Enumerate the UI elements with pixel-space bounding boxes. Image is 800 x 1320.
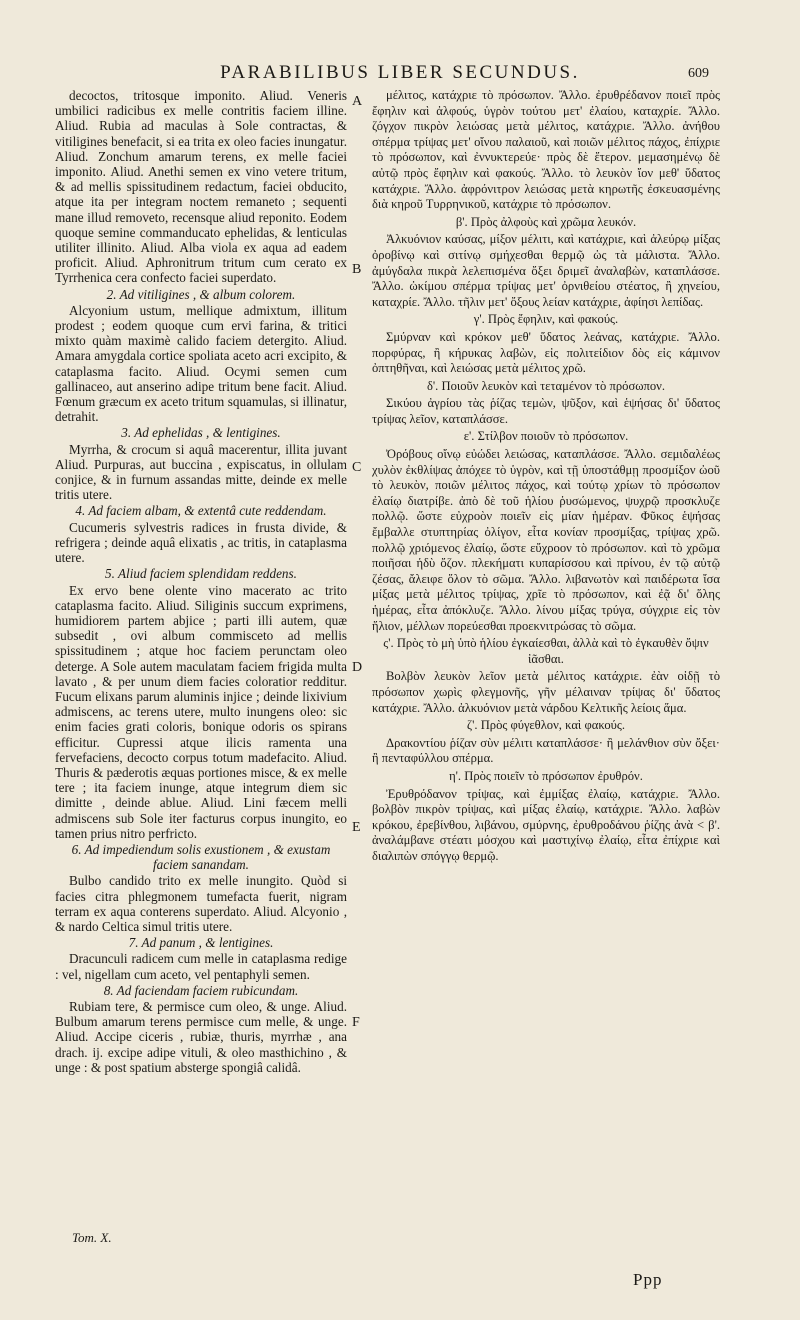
paragraph: decoctos, tritosque imponito. Aliud. Veneris umbilici radicibus ex melle contritis faciem illine. Aliud. Rubia ad maculas à Sole contractas, & vitiligines benefacit, si ea trita ex oleo facies inungatur. Aliud. Zonchum amarum terens, ex melle faciei imponito. Aliud. Anethi semen ex vino vetere tritum, & ad mellis spissitudinem redactum, faciei obducito, atque ita per integram noctem remaneto ; sequenti mane illud removeto, recensque aliud reponito. Eodem quoque semine commanducato ephelidas, & lenticulas utiliter illinito. Aliud. Alba viola ex aqua ad eadem proficit. Aliud. Aphronitrum tritum cum cerato ex Tyrrhenica cera confecto faciei superdato. bbox=[55, 88, 347, 286]
greek-section-heading: ε'. Στίλβον ποιοῦν τὸ πρόσωπον. bbox=[463, 429, 629, 444]
section-heading: 5. Aliud faciem splendidam reddens. bbox=[105, 566, 297, 582]
section-heading: 8. Ad faciendam faciem rubicundam. bbox=[103, 982, 299, 998]
margin-letter: D bbox=[352, 660, 363, 675]
paragraph: Βολβὸν λευκὸν λεῖον μετὰ μέλιτος κατάχριε. ἐὰν οἰδῇ τὸ πρόσωπον χωρὶς φλεγμονῆς, γῆν μέλαιναν τρίψας δι' ὕδατος κατάχριε. Ἄλλο. ἀλκυόνιον μετὰ νάρδου Κελτικῆς λείοις ἅμα. bbox=[372, 669, 720, 715]
section-heading: 6. Ad impediendum solis exustionem , & exustam faciem sanandam. bbox=[71, 841, 331, 873]
margin-letter: A bbox=[352, 94, 363, 109]
margin-letter: B bbox=[352, 262, 362, 277]
greek-section-heading: δ'. Ποιοῦν λευκὸν καὶ τεταμένον τὸ πρόσωπον. bbox=[426, 378, 666, 393]
greek-column bbox=[372, 88, 720, 865]
greek-section-heading: ζ'. Πρὸς φύγεθλον, καὶ φακούς. bbox=[466, 718, 626, 733]
latin-column bbox=[55, 88, 347, 1075]
running-title: PARABILIBUS LIBER SECUNDUS. bbox=[220, 62, 580, 83]
paragraph: Ὀρόβους οἴνῳ εὐώδει λειώσας, καταπλάσσε. Ἄλλο. σεμιδαλέως χυλὸν ἐκθλίψας ἀπόχεε τὸ ὑγρὸν, καὶ τῇ ὑποστάθμῃ προσμίξον ὠοῦ τὸ λευκὸν, ποιῶν μέλιτος πάχος, καὶ τούτῳ χρίων τὸ πρόσωπον ἐλαίῳ διατρίβε. ἀπὸ δὲ τοῦ ἡλίου ῥυσώμενος, ψυχρῷ προσκλυζε πολλῷ. ὥστε εὐχροὸν ποιεῖν εἰς μίαν ἡμέραν. Φῦκος ἑψήσας ἔμβαλλε στυπτηρίας ὀλίγον, εἶτα κονίαν προσμίξας, τρίψας χρῶ. πολλῷ χριόμενος ἐλαίῳ, ὥστε εὔχροον τὸ πρόσωπον. καὶ τὸ χρῶμα ποιῆσαι ἡδὺ ὄζον. πλεκήματι κυπαρίσσου καὶ πρίνου, ἐν τῷ αὐτῷ ζέσας, ἄλειφε ὅλον τὸ σῶμα. Ἄλλο. λιβανωτὸν καὶ παιδέρωτα ἴσα μίξας μετὰ μέλιτος τρίψας, χρῖε τὸ πρόσωπον, καὶ ἐᾷ δι' ὅλης ἡμέρας, εἶτα ἀπόκλυζε. Ἄλλο. λίνου μίξας τρύγα, σύγχριε εἰς τὸν ἥλιον, μέλλων πορεύεσθαι προεκνιτρώσας τὸ σῶμα. bbox=[372, 447, 720, 633]
section-heading: 4. Ad faciem albam, & extentâ cute reddendam. bbox=[75, 503, 327, 519]
section-heading: 3. Ad ephelidas , & lentigines. bbox=[121, 425, 281, 441]
greek-section-heading: ς'. Πρὸς τὸ μὴ ὑπὸ ἡλίου ἐγκαίεσθαι, ἀλλὰ καὶ τὸ ἐγκαυθὲν ὄψιν ἰᾶσθαι. bbox=[383, 636, 709, 666]
greek-section-heading: β'. Πρὸς ἀλφοὺς καὶ χρῶμα λευκόν. bbox=[455, 214, 637, 229]
greek-section-heading: γ'. Πρὸς ἔφηλιν, καὶ φακούς. bbox=[473, 312, 619, 327]
page-number: 609 bbox=[688, 66, 709, 81]
paragraph: Σικύου ἀγρίου τὰς ῥίζας τεμὼν, ψῦξον, καὶ ἑψήσας δι' ὕδατος τρίψας λεῖον, καταπλάσσε. bbox=[372, 396, 720, 426]
paragraph: Rubiam tere, & permisce cum oleo, & unge. Aliud. Bulbum amarum terens permisce cum melle, & unge. Aliud. Accipe ciceris , rubiæ, thuris, myrrhæ , ana drach. ij. excipe adipe vituli, & oleo masthichino , & unge : & post spatium absterge spongiâ calidâ. bbox=[55, 998, 347, 1075]
paragraph: Myrrha, & crocum si aquâ macerentur, illita juvant Aliud. Purpuras, aut buccina , expiscatus, in ollulam conjice, & in furnum assandas mitte, deinde ex melle tritis utere. bbox=[55, 441, 347, 503]
paragraph: Ἀλκυόνιον καύσας, μίξον μέλιτι, καὶ κατάχριε, καὶ ἀλεύρῳ μίξας ὀροβίνῳ καὶ σιτίνῳ σμήχεσθαι θερμῷ ὡς τὰ μάλιστα. Ἄλλο. ἀμύγδαλα πικρὰ λελεπισμένα ὄξει δριμεῖ ἀναλαβὼν, καταπλάσσε. Ἄλλο. ὠκίμου σπέρμα τρίψας μετ' ὀρνιθείου στέατος, ἢ χηνείου, καταχρίε. Ἄλλο. τῆλιν μετ' ὄξους λείαν κατάχριε, ἀφίησι λεπίδας. bbox=[372, 232, 720, 309]
paragraph: Dracunculi radicem cum melle in cataplasma redige : vel, nigellam cum aceto, vel pentaphyli semen. bbox=[55, 951, 347, 982]
margin-letter: E bbox=[352, 820, 361, 835]
signature-mark: Ppp bbox=[633, 1270, 663, 1289]
paragraph: Ἐρυθρόδανον τρίψας, καὶ ἐμμίξας ἐλαίῳ, κατάχριε. Ἄλλο. βολβὸν πικρὸν τρίψας, καὶ μίξας ἐλαίῳ, κατάχριε. Ἄλλο. λαβὼν κρόκου, ἐρεβίνθου, λιβάνου, σμύρνης, ἐρυθροδάνου ῥίζης ἀνὰ < β'. ἀναλάμβανε στέατι μόσχου καὶ μαστιχίνῳ ἐλαίῳ, εἶτα ἐπίχριε καὶ διαλιπὼν σπόγγῳ θερμῷ. bbox=[372, 786, 720, 863]
paragraph: Ex ervo bene olente vino macerato ac trito cataplasma facito. Aliud. Siliginis succum exprimens, humidiorem partem abjice ; parti illi autem, quæ subsedit , ovi album commisceto ad mellis spissitudinem ; atque hoc faciem perunctam oleo deterge. A Sole autem maculatam faciem frigida multa lavato , & per unum diem facies coloratior redditur. Fucum elixans parum aluminis injice ; deinde lixivium admiscens, ac terens utere, multo inungens oleo: sic enim facies grati coloris, bonique odoris os spirans efficitur. Cupressi atque ilicis ramenta una fervefaciens, decocto corpus totum madefacito. Aliud. Thuris & pæderotis æquas portiones misce, & ex melle tere ; ita faciem inunge, atque integrum diem sic dimitte , deinde ablue. Aliud. Lini fæcem melli admiscens sub Sole iter facturus corpus inungito, eo tamen prius nitro perfricto. bbox=[55, 582, 347, 841]
paragraph: Cucumeris sylvestris radices in frusta divide, & refrigera ; deinde aquâ elixatis , ac tritis, in cataplasma utere. bbox=[55, 519, 347, 566]
margin-letter: C bbox=[352, 460, 362, 475]
paragraph: Bulbo candido trito ex melle inungito. Quòd si facies citra phlegmonem tumefacta fuerit, nigram terram ex aqua conterens superdato. Aliud. Alcyonio , & nardo Celtica simul tritis utere. bbox=[55, 873, 347, 934]
volume-mark: Tom. X. bbox=[72, 1230, 112, 1245]
paragraph: Alcyonium ustum, mellique admixtum, illitum prodest ; eodem quoque cum ervi farina, & tritici mixto quàm maximè calido faciem detergito. Aliud. Amara amygdala cortice spoliata aceto acri excipito, & cataplasma facito. Aliud. Ocymi semen cum gallinaceo, aut anserino adipe tritum bene facit. Aliud. Fœnum græcum ex aceto tritum squamulas, si illinatur, detrahit. bbox=[55, 302, 347, 425]
paragraph: Δρακοντίου ῥίζαν σὺν μέλιτι καταπλάσσε· ἢ μελάνθιον σὺν ὄξει· ἢ πενταφύλλου σπέρμα. bbox=[372, 735, 720, 766]
margin-letter: F bbox=[352, 1015, 360, 1030]
paragraph: μέλιτος, κατάχριε τὸ πρόσωπον. Ἄλλο. ἐρυθρέδανον ποιεῖ πρὸς ἔφηλιν καὶ ἀλφούς, ὑγρὸν τούτου μετ' ἐλαίου, καταχρίε. Ἄλλο. ζόγχον πικρὸν λειώσας μετὰ μέλιτος, κατάχριε. Ἄλλο. ἀνήθου σπέρμα τρίψας μετ' οἴνου παλαιοῦ, καὶ ποιῶν μέλιτος πάχος, ἐπίχριε τὸ πρόσωπον, καὶ ἐννυκτερεύε· πρὸς δὲ ἕτερον. μεμασημένῳ δὲ αὐτῷ πρὸς ἔφηλιν καὶ φακούς. Ἄλλο. τὸ λευκὸν ἴον μεθ' ὕδατος κατάχριε. Ἄλλο. ἀφρόνιτρον λειώσας μετὰ κηρωτῆς ἐσκευασμένης διὰ κηροῦ Τυρρηνικοῦ, κατάχριε τὸ πρόσωπον. bbox=[372, 88, 720, 212]
paragraph: Σμύρναν καὶ κρόκον μεθ' ὕδατος λεάνας, κατάχριε. Ἄλλο. πορφύρας, ἢ κήρυκας λαβὼν, εἰς πολιτείδιον δὸς εἰς κάμινον ὀπτηθῆναι, καὶ λειώσας μετὰ μέλιτος χρῶ. bbox=[372, 329, 720, 376]
page-header bbox=[0, 62, 800, 88]
section-heading: 2. Ad vitiligines , & album colorem. bbox=[106, 286, 296, 302]
greek-section-heading: η'. Πρὸς ποιεῖν τὸ πρόσωπον ἐρυθρόν. bbox=[449, 768, 643, 783]
section-heading: 7. Ad panum , & lentigines. bbox=[128, 935, 274, 951]
